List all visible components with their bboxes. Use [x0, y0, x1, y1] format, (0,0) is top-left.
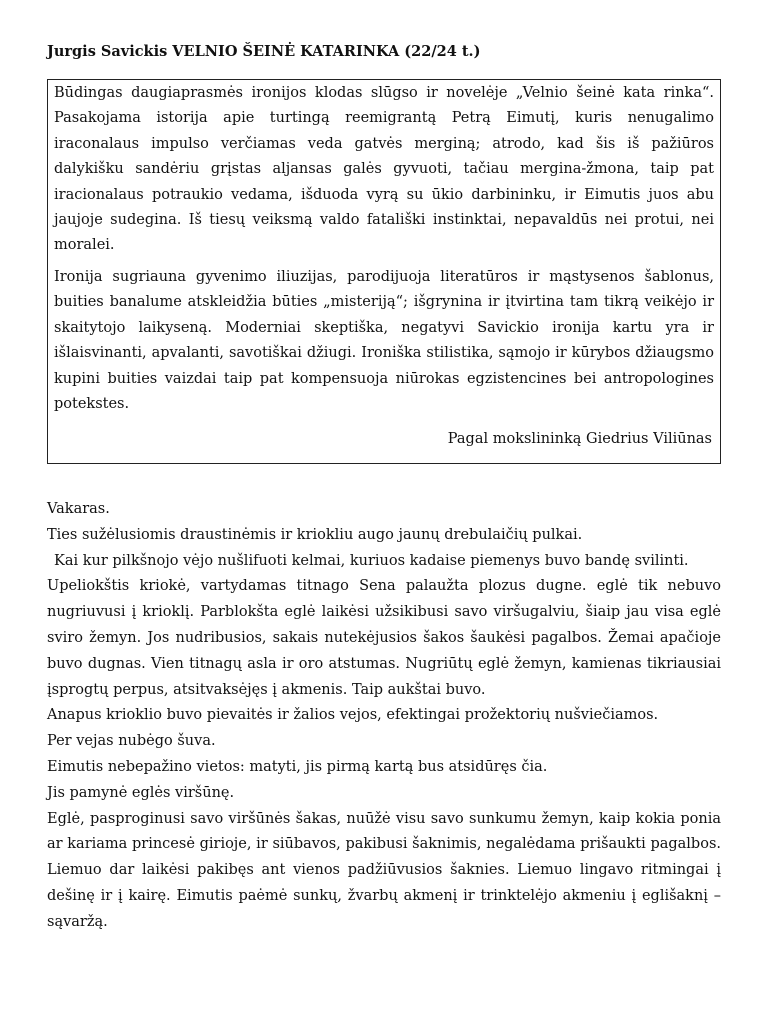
intro-paragraph-1: Būdingas daugiaprasmės ironijos klodas slūgso ir novelėje „Velnio šeinė kata rinka“. Pasakojama istorija apie turtingą reemigrantą Petrą Eimutį, kuris nenugalimo iraconalaus impulso verčiamas veda gatvės merginą; atrodo, kad šis iš pažiūros dalykišku sandėriu grįstas aljansas galės gyvuoti, tačiau mergina-žmona, taip pat iracionalaus potraukio vedama, išduoda vyrą su ūkio darbininku, ir Eimutis juos abu jaujoje sudegina. Iš tiesų veiksmą valdo fatališki instinktai, nepavaldūs nei protui, nei moralei. [54, 85, 714, 254]
story-paragraph: Jis pamynė eglės viršūnę. [47, 784, 235, 801]
story-paragraph: Vakaras. [47, 501, 110, 517]
story-paragraph: Ties sužėlusiomis draustinėmis ir kriokliu augo jaunų drebulaičių pulkai. [47, 526, 583, 543]
intro-paragraph-2: Ironija sugriauna gyvenimo iliuzijas, parodijuoja literatūros ir mąstysenos šablonus, buities banalume atskleidžia būties „misteriją“; išgrynina ir įtvirtina tam tikrą veikėjo ir skaitytojo laikyseną. Moderniai skeptiška, negatyvi Savickio ironija kartu yra ir išlaisvinanti, apvalanti, savotiškai džiugi. Ironiška stilistika, sąmojo ir kūrybos džiaugsmo kupini buities vaizdai taip pat kompensuoja niūrokas egzistencines bei antropologines potekstes. [54, 269, 714, 413]
story-paragraph: Per vejas nubėgo šuva. [47, 733, 216, 750]
story-paragraph: Eimutis nebepažino vietos: matyti, jis pirmą kartą bus atsidūręs čia. [47, 758, 548, 775]
intro-source-attribution: Pagal mokslininką Giedrius Viliūnas [447, 431, 712, 447]
intro-box [47, 79, 721, 464]
story-paragraph: Eglė, pasproginusi savo viršūnės šakas, nuūžė visu savo sunkumu žemyn, kaip kokia ponia ar kariama princesė girioje, ir siūbavos, pakibusi šaknimis, negalėdama prišaukti pagalbos. Liemuo dar laikėsi pakibęs ant vienos padžiūvusios šaknies. Liemuo lingavo ritmingai į dešinę ir į kairę. Eimutis paėmė sunkų, žvarbų akmenį ir trinktelėjo akmeniu į eglišaknį – sąvaržą. [47, 810, 721, 930]
story-paragraph: Upeliokštis kriokė, vartydamas titnago Sena palaužta plozus dugne. eglė tik nebuvo nugriuvusi į krioklį. Parblokšta eglė laikėsi užsikibusi savo viršugalviu, šiaip jau visa eglė sviro žemyn. Jos nudribusios, sakais nutekėjusios šakos šaukėsi pagalbos. Žemai apačioje buvo dugnas. Vien titnagų asla ir oro atstumas. Nugriūtų eglė žemyn, kamienas tikriausiai įsprogtų perpus, atsitvaksėjęs į akmenis. Taip aukštai buvo. [47, 578, 721, 698]
story-paragraph: Anapus krioklio buvo pievaitės ir žalios vejos, efektingai prožektorių nušviečiamos. [47, 707, 659, 724]
story-text [47, 497, 721, 936]
story-paragraph: Kai kur pilkšnojo vėjo nušlifuoti kelmai, kuriuos kadaise piemenys buvo bandę svilinti. [54, 552, 689, 569]
document-title: Jurgis Savickis VELNIO ŠEINĖ KATARINKA (22/24 t.) [47, 43, 481, 60]
